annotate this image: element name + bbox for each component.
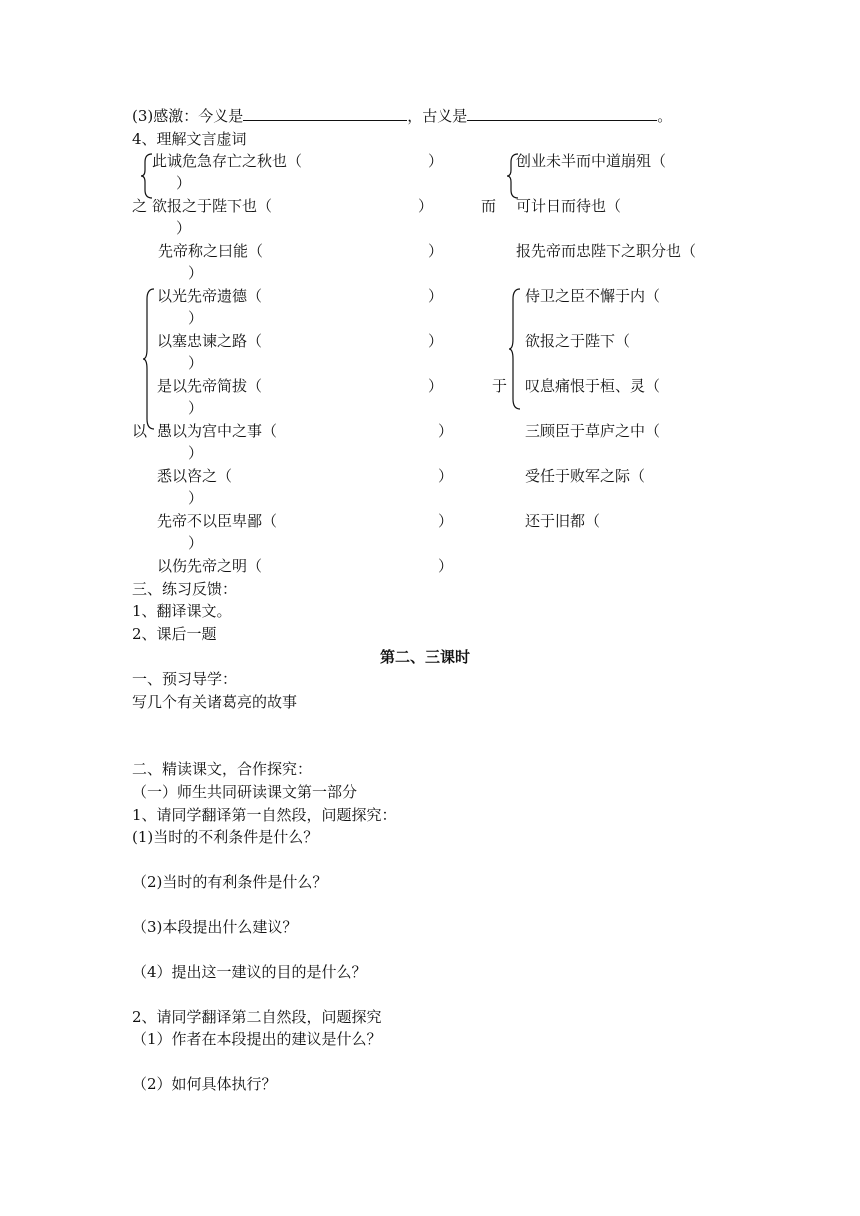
section4-title: 4、理解文言虚词 (132, 130, 247, 148)
yi-item-1: 以光先帝遗德（ (157, 287, 263, 305)
er-item-3: 报先帝而忠陛下之职分也（ (516, 242, 697, 260)
yi-item-6: 先帝不以臣卑鄙（ (157, 512, 278, 530)
zhi-item-2: 欲报之于陛下也（ (152, 197, 273, 215)
close-paren: ） (188, 309, 204, 327)
yu-item-6: 还于旧都（ (525, 512, 601, 530)
close-paren: ） (176, 174, 192, 192)
q2-title: 2、请同学翻译第二自然段，问题探究 (132, 1008, 382, 1026)
zhi-item-3: 先帝称之曰能（ (158, 242, 264, 260)
close-paren: ） (418, 197, 434, 215)
er-item-2: 可计日而待也（ (516, 197, 622, 215)
vocab-end: 。 (657, 107, 673, 125)
close-paren: ） (438, 512, 454, 530)
close-paren: ） (428, 242, 444, 260)
vocab-mid: ，古义是 (407, 107, 468, 125)
answer-blank-ancient[interactable] (467, 106, 657, 121)
brace-yu (508, 287, 522, 411)
close-paren: ） (188, 489, 204, 507)
q1-item-4: （4）提出这一建议的目的是什么？ (132, 963, 367, 981)
vocab-label: (3)感激：今义是 (132, 107, 244, 125)
lesson-heading: 第二、三课时 (380, 648, 471, 666)
q1-item-1: (1)当时的不利条件是什么？ (132, 828, 319, 846)
q2-item-2: （2）如何具体执行？ (132, 1075, 277, 1093)
particle-yi-label: 以 (132, 422, 148, 440)
preview-title: 一、预习导学： (132, 670, 238, 688)
particle-yu-label: 于 (492, 377, 508, 395)
q1-item-2: （2)当时的有利条件是什么？ (132, 873, 328, 891)
yi-item-4: 愚以为宫中之事（ (157, 422, 278, 440)
yu-item-1: 侍卫之臣不懈于内（ (525, 287, 661, 305)
yi-item-5: 悉以咨之（ (157, 467, 233, 485)
close-paren: ） (188, 444, 204, 462)
yu-item-4: 三顾臣于草庐之中（ (525, 422, 661, 440)
zhi-item-1: 此诚危急存亡之秋也（ (152, 152, 303, 170)
answer-blank-modern[interactable] (243, 106, 407, 121)
yu-item-3: 叹息痛恨于桓、灵（ (525, 377, 661, 395)
preview-task: 写几个有关诸葛亮的故事 (132, 693, 298, 711)
close-paren: ） (188, 534, 204, 552)
vocab-line (132, 106, 672, 126)
close-paren: ） (428, 152, 444, 170)
close-paren: ） (188, 264, 204, 282)
close-paren: ） (188, 354, 204, 372)
particle-zhi-label: 之 (132, 197, 148, 215)
part1-title: （一）师生共同研读课文第一部分 (132, 783, 358, 801)
yi-item-7: 以伤先帝之明（ (157, 557, 263, 575)
close-paren: ） (438, 422, 454, 440)
yi-item-2: 以塞忠谏之路（ (157, 332, 263, 350)
yi-item-3: 是以先帝简拔（ (157, 377, 263, 395)
close-paren: ） (428, 287, 444, 305)
q1-item-3: （3)本段提出什么建议？ (132, 918, 298, 936)
section3-item-1: 1、翻译课文。 (132, 602, 232, 620)
particle-er-label: 而 (481, 197, 497, 215)
close-paren: ） (176, 219, 192, 237)
close-paren: ） (438, 467, 454, 485)
yu-item-5: 受任于败军之际（ (525, 467, 646, 485)
close-paren: ） (438, 557, 454, 575)
close-paren: ） (428, 332, 444, 350)
yu-item-2: 欲报之于陛下（ (525, 332, 631, 350)
close-paren: ） (188, 399, 204, 417)
section3-title: 三、练习反馈： (132, 580, 238, 598)
er-item-1: 创业未半而中道崩殂（ (516, 152, 667, 170)
read-title: 二、精读课文，合作探究： (132, 760, 313, 778)
close-paren: ） (428, 377, 444, 395)
brace-yi (142, 287, 156, 431)
section3-item-2: 2、课后一题 (132, 625, 217, 643)
q1-title: 1、请同学翻译第一自然段，问题探究： (132, 806, 397, 824)
q2-item-1: （1）作者在本段提出的建议是什么？ (132, 1030, 382, 1048)
